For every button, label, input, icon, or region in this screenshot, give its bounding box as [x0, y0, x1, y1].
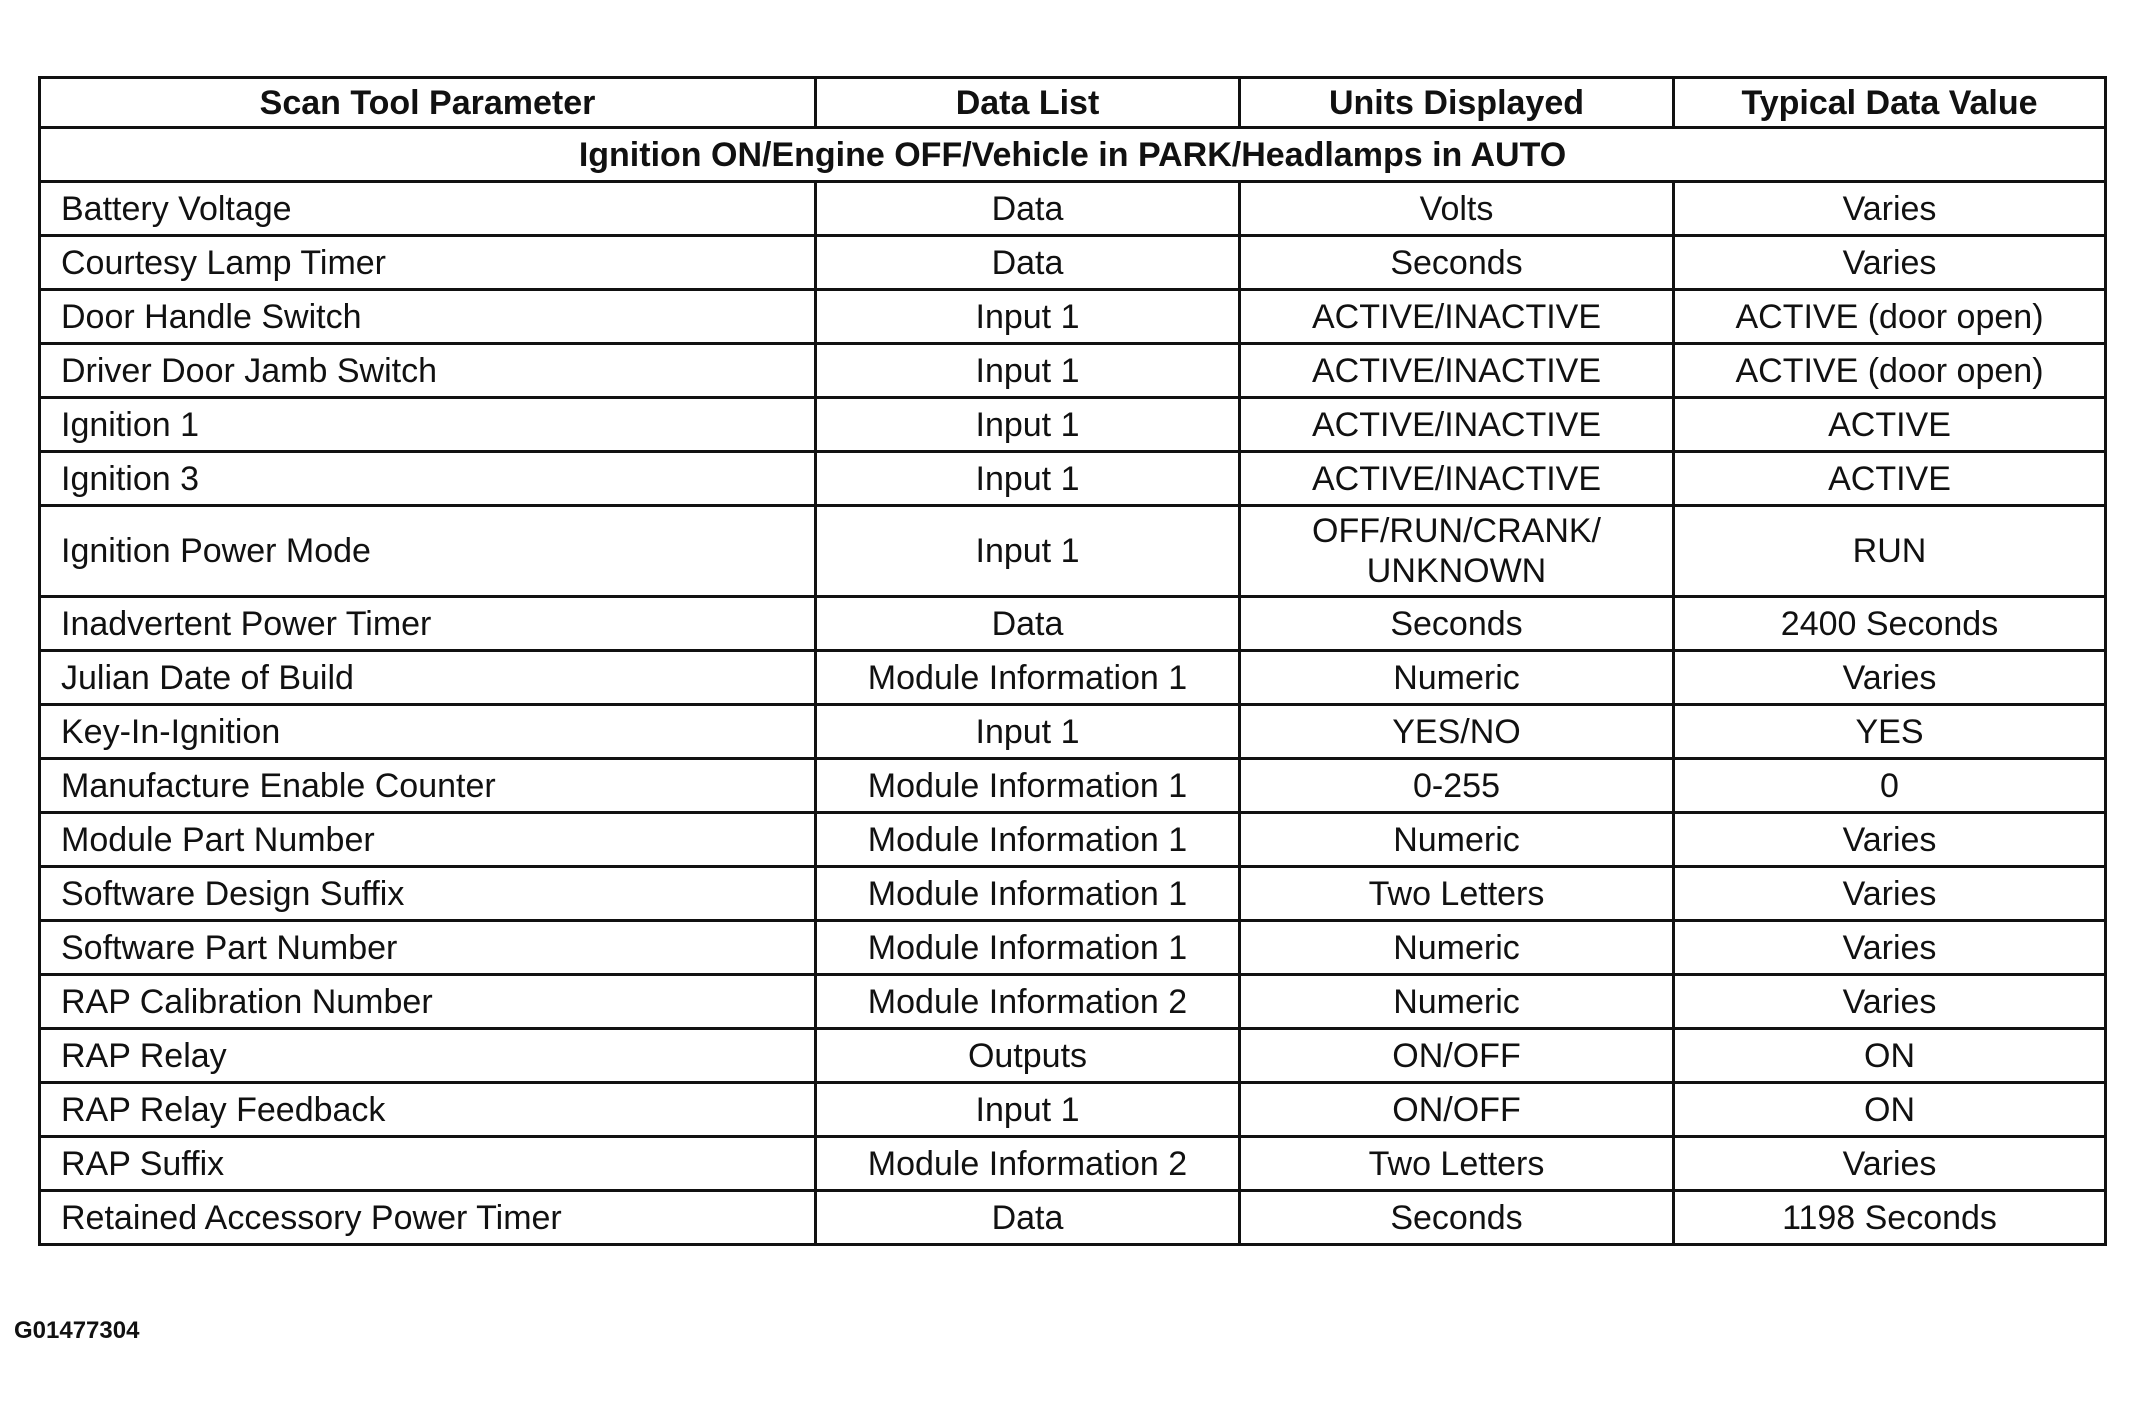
data-list-cell: Input 1: [816, 290, 1240, 344]
data-list-cell: Data: [816, 597, 1240, 651]
parameter-cell: Julian Date of Build: [40, 651, 816, 705]
scan-tool-data-table: [38, 76, 2107, 1246]
table-row: [40, 182, 2106, 236]
header-units-displayed: Units Displayed: [1240, 78, 1674, 128]
table-row: [40, 867, 2106, 921]
typical-value-cell: Varies: [1674, 651, 2106, 705]
parameter-cell: RAP Relay Feedback: [40, 1083, 816, 1137]
units-cell: 0-255: [1240, 759, 1674, 813]
table-row: [40, 1137, 2106, 1191]
units-cell: Two Letters: [1240, 867, 1674, 921]
data-list-cell: Input 1: [816, 344, 1240, 398]
units-cell: ON/OFF: [1240, 1029, 1674, 1083]
data-list-cell: Module Information 1: [816, 813, 1240, 867]
units-cell: ON/OFF: [1240, 1083, 1674, 1137]
data-list-cell: Input 1: [816, 1083, 1240, 1137]
data-list-cell: Data: [816, 1191, 1240, 1245]
typical-value-cell: Varies: [1674, 236, 2106, 290]
units-cell: Numeric: [1240, 813, 1674, 867]
parameter-cell: Retained Accessory Power Timer: [40, 1191, 816, 1245]
typical-value-cell: 0: [1674, 759, 2106, 813]
data-list-cell: Data: [816, 182, 1240, 236]
units-cell: Volts: [1240, 182, 1674, 236]
typical-value-cell: 1198 Seconds: [1674, 1191, 2106, 1245]
table-row: [40, 921, 2106, 975]
header-typical-data-value: Typical Data Value: [1674, 78, 2106, 128]
units-cell: ACTIVE/INACTIVE: [1240, 398, 1674, 452]
parameter-cell: RAP Calibration Number: [40, 975, 816, 1029]
parameter-cell: Courtesy Lamp Timer: [40, 236, 816, 290]
section-row: [40, 128, 2106, 182]
parameter-cell: Door Handle Switch: [40, 290, 816, 344]
data-list-cell: Module Information 2: [816, 975, 1240, 1029]
table-row: [40, 236, 2106, 290]
data-list-cell: Input 1: [816, 506, 1240, 597]
typical-value-cell: ON: [1674, 1083, 2106, 1137]
table-row: [40, 1191, 2106, 1245]
parameter-cell: Inadvertent Power Timer: [40, 597, 816, 651]
data-list-cell: Module Information 1: [816, 867, 1240, 921]
parameter-cell: Manufacture Enable Counter: [40, 759, 816, 813]
data-list-cell: Data: [816, 236, 1240, 290]
table-row: [40, 1083, 2106, 1137]
typical-value-cell: YES: [1674, 705, 2106, 759]
table-row: [40, 344, 2106, 398]
units-cell: Seconds: [1240, 597, 1674, 651]
typical-value-cell: Varies: [1674, 975, 2106, 1029]
units-cell: Seconds: [1240, 236, 1674, 290]
units-cell: OFF/RUN/CRANK/ UNKNOWN: [1240, 506, 1674, 597]
units-cell: ACTIVE/INACTIVE: [1240, 290, 1674, 344]
header-row: [40, 78, 2106, 128]
section-title: Ignition ON/Engine OFF/Vehicle in PARK/Headlamps in AUTO: [40, 128, 2106, 182]
typical-value-cell: Varies: [1674, 182, 2106, 236]
typical-value-cell: ON: [1674, 1029, 2106, 1083]
typical-value-cell: ACTIVE (door open): [1674, 290, 2106, 344]
parameter-cell: RAP Suffix: [40, 1137, 816, 1191]
units-cell: Two Letters: [1240, 1137, 1674, 1191]
table-row: [40, 759, 2106, 813]
typical-value-cell: Varies: [1674, 813, 2106, 867]
header-scan-tool-parameter: Scan Tool Parameter: [40, 78, 816, 128]
data-list-cell: Module Information 2: [816, 1137, 1240, 1191]
units-cell: Seconds: [1240, 1191, 1674, 1245]
units-cell: Numeric: [1240, 921, 1674, 975]
data-list-cell: Input 1: [816, 452, 1240, 506]
parameter-cell: Driver Door Jamb Switch: [40, 344, 816, 398]
table-row: [40, 597, 2106, 651]
table-row: [40, 1029, 2106, 1083]
units-cell: ACTIVE/INACTIVE: [1240, 452, 1674, 506]
parameter-cell: Ignition 1: [40, 398, 816, 452]
units-cell: YES/NO: [1240, 705, 1674, 759]
typical-value-cell: 2400 Seconds: [1674, 597, 2106, 651]
data-list-cell: Outputs: [816, 1029, 1240, 1083]
header-data-list: Data List: [816, 78, 1240, 128]
parameter-cell: RAP Relay: [40, 1029, 816, 1083]
data-list-cell: Input 1: [816, 705, 1240, 759]
table-row: [40, 651, 2106, 705]
table-row: [40, 705, 2106, 759]
parameter-cell: Module Part Number: [40, 813, 816, 867]
parameter-cell: Ignition Power Mode: [40, 506, 816, 597]
data-list-cell: Module Information 1: [816, 651, 1240, 705]
table-row: [40, 975, 2106, 1029]
units-cell: Numeric: [1240, 975, 1674, 1029]
units-cell: ACTIVE/INACTIVE: [1240, 344, 1674, 398]
table-row: [40, 506, 2106, 597]
table-row: [40, 398, 2106, 452]
data-list-cell: Input 1: [816, 398, 1240, 452]
table-row: [40, 813, 2106, 867]
parameter-cell: Battery Voltage: [40, 182, 816, 236]
parameter-cell: Ignition 3: [40, 452, 816, 506]
figure-id: G01477304: [14, 1317, 140, 1344]
parameter-cell: Software Design Suffix: [40, 867, 816, 921]
data-list-cell: Module Information 1: [816, 759, 1240, 813]
table-row: [40, 452, 2106, 506]
typical-value-cell: Varies: [1674, 1137, 2106, 1191]
typical-value-cell: ACTIVE (door open): [1674, 344, 2106, 398]
data-list-cell: Module Information 1: [816, 921, 1240, 975]
parameter-cell: Software Part Number: [40, 921, 816, 975]
typical-value-cell: ACTIVE: [1674, 452, 2106, 506]
typical-value-cell: Varies: [1674, 867, 2106, 921]
typical-value-cell: ACTIVE: [1674, 398, 2106, 452]
units-cell: Numeric: [1240, 651, 1674, 705]
parameter-cell: Key-In-Ignition: [40, 705, 816, 759]
table-row: [40, 290, 2106, 344]
typical-value-cell: Varies: [1674, 921, 2106, 975]
typical-value-cell: RUN: [1674, 506, 2106, 597]
